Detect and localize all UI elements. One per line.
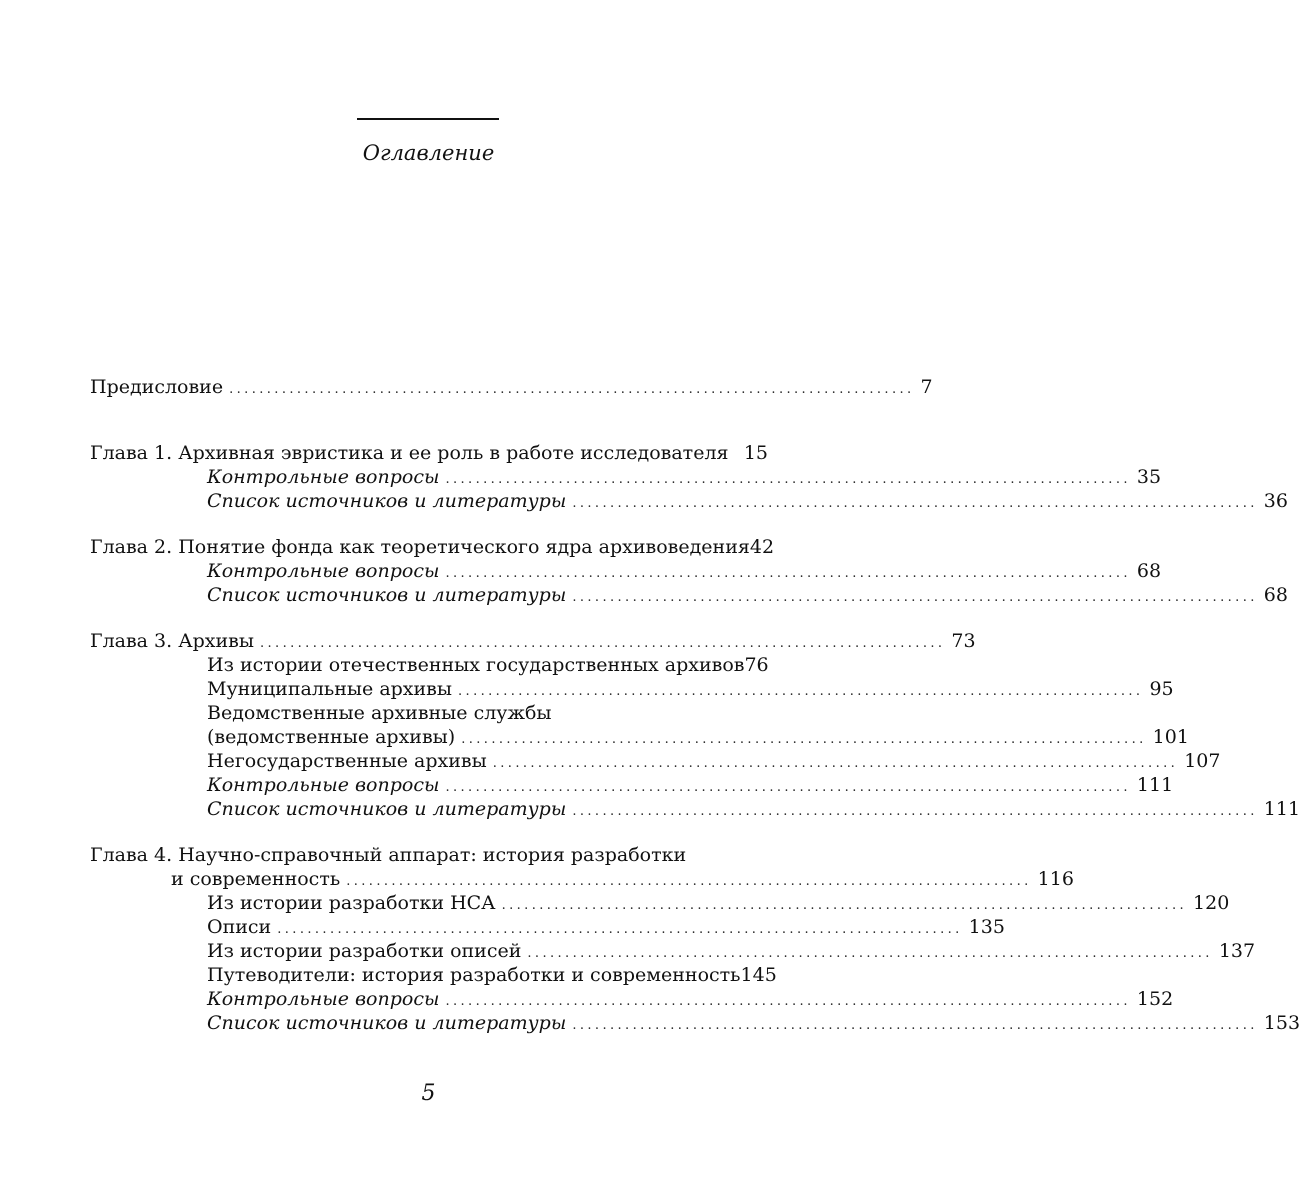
- toc-entry-chapter-3[interactable]: [90, 629, 976, 653]
- page-number: 5: [421, 1081, 436, 1106]
- toc-entry[interactable]: [90, 939, 1256, 963]
- toc-entry[interactable]: [90, 987, 1174, 1011]
- toc-label: Предисловие: [90, 376, 224, 398]
- toc-label: Из истории разработки описей: [207, 940, 522, 962]
- leader-dots: ...........................................................................................: [229, 382, 915, 397]
- leader-dots: ...........................................................................................: [501, 898, 1188, 913]
- toc-entry[interactable]: [90, 583, 1288, 607]
- toc-label-continued: и современность: [171, 868, 341, 890]
- toc-entry[interactable]: [90, 773, 1174, 797]
- toc-entry-chapter-4[interactable]: [90, 843, 768, 867]
- leader-dots: ...........................................................................................: [572, 590, 1258, 605]
- page-title: Оглавление: [362, 141, 495, 165]
- toc-page: 68: [1136, 560, 1162, 582]
- toc-entry[interactable]: [90, 559, 1162, 583]
- toc-entry[interactable]: [90, 915, 1005, 939]
- toc-label: Контрольные вопросы: [207, 560, 440, 582]
- toc-page: 107: [1184, 750, 1221, 772]
- toc-page: 73: [951, 630, 976, 652]
- toc-page: 68: [1263, 584, 1288, 606]
- toc-label: Негосударственные архивы: [207, 750, 487, 772]
- leader-dots: ...........................................................................................: [277, 922, 963, 937]
- toc-page: 153: [1263, 1012, 1300, 1034]
- toc-page: 111: [1263, 798, 1300, 820]
- toc-entry[interactable]: [90, 677, 1174, 701]
- toc-page: 15: [743, 442, 768, 464]
- toc-label: Описи: [207, 916, 272, 938]
- toc-page: 120: [1193, 892, 1230, 914]
- toc-label: Из истории отечественных государственных архивов: [207, 654, 745, 676]
- toc-label: Ведомственные архивные службы: [207, 702, 552, 724]
- toc-page: 116: [1037, 868, 1074, 890]
- toc-entry-line1[interactable]: [90, 701, 768, 725]
- table-of-contents: [90, 375, 1300, 1035]
- toc-entry[interactable]: [90, 891, 1230, 915]
- toc-entry[interactable]: [90, 725, 1189, 749]
- leader-dots: ...........................................................................................: [346, 874, 1032, 889]
- toc-entry-preface[interactable]: [90, 375, 933, 399]
- toc-entry[interactable]: [90, 489, 1288, 513]
- leader-dots: ...........................................................................................: [572, 496, 1258, 511]
- toc-page: 101: [1152, 726, 1189, 748]
- toc-page: 152: [1136, 988, 1174, 1010]
- toc-label: Путеводители: история разработки и современность: [207, 964, 741, 986]
- toc-label: Глава 3. Архивы: [90, 630, 254, 652]
- toc-page: 35: [1136, 466, 1162, 488]
- leader-dots: ...........................................................................................: [572, 804, 1258, 819]
- toc-entry[interactable]: [90, 749, 1221, 773]
- toc-entry[interactable]: [90, 867, 1074, 891]
- toc-page: 42: [749, 536, 775, 558]
- toc-entry[interactable]: [90, 653, 768, 677]
- toc-page: 36: [1263, 490, 1288, 512]
- toc-label: Список источников и литературы: [207, 490, 567, 512]
- toc-page: 76: [744, 654, 769, 676]
- toc-page: 111: [1136, 774, 1174, 796]
- leader-dots: ...........................................................................................: [458, 684, 1144, 699]
- toc-page: 137: [1218, 940, 1256, 962]
- toc-label: Список источников и литературы: [207, 1012, 567, 1034]
- toc-label: Глава 1. Архивная эвристика и ее роль в работе исследователя: [90, 442, 729, 464]
- toc-entry[interactable]: [90, 963, 777, 987]
- toc-entry-chapter-2[interactable]: [90, 535, 775, 559]
- toc-label: Контрольные вопросы: [207, 988, 440, 1010]
- toc-page: 95: [1149, 678, 1174, 700]
- toc-entry[interactable]: [90, 1011, 1300, 1035]
- leader-dots: ...........................................................................................: [527, 946, 1213, 961]
- leader-dots: ...........................................................................................: [445, 566, 1131, 581]
- leader-dots: ...........................................................................................: [492, 756, 1179, 771]
- toc-entry[interactable]: [90, 465, 1162, 489]
- leader-dots: ...........................................................................................: [445, 780, 1131, 795]
- leader-dots: ...........................................................................................: [461, 732, 1147, 747]
- toc-page: 7: [920, 376, 933, 398]
- toc-label: Список источников и литературы: [207, 798, 567, 820]
- toc-label: Глава 4. Научно-справочный аппарат: история разработки: [90, 844, 687, 866]
- toc-page: 135: [968, 916, 1005, 938]
- leader-dots: ...........................................................................................: [445, 472, 1131, 487]
- leader-dots: ...........................................................................................: [259, 636, 946, 651]
- toc-label-continued: (ведомственные архивы): [207, 726, 456, 748]
- heading-rule: [357, 118, 499, 120]
- toc-entry-chapter-1[interactable]: [90, 441, 768, 465]
- toc-entry[interactable]: [90, 797, 1300, 821]
- toc-label: Глава 2. Понятие фонда как теоретического ядра архивоведения: [90, 536, 750, 558]
- toc-label: Контрольные вопросы: [207, 466, 440, 488]
- toc-label: Список источников и литературы: [207, 584, 567, 606]
- leader-dots: ...........................................................................................: [445, 994, 1131, 1009]
- toc-page: 145: [740, 964, 777, 986]
- toc-label: Контрольные вопросы: [207, 774, 440, 796]
- leader-dots: ...........................................................................................: [572, 1018, 1258, 1033]
- toc-label: Муниципальные архивы: [207, 678, 453, 700]
- toc-label: Из истории разработки НСА: [207, 892, 496, 914]
